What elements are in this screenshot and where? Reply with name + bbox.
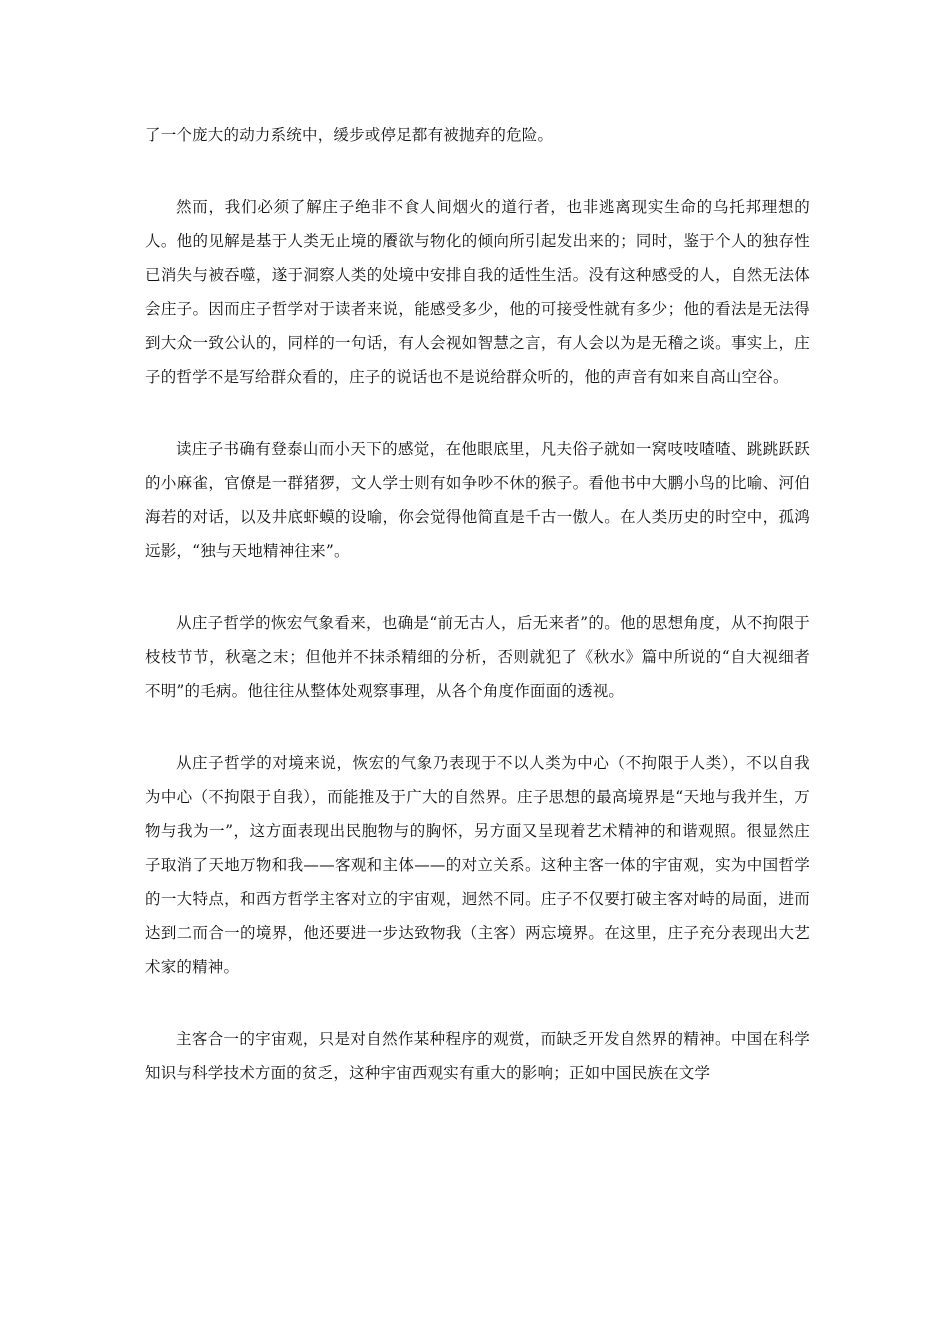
paragraph-6: 主客合一的宇宙观，只是对自然作某种程序的观赏，而缺乏开发自然界的精神。中国在科学知识与科学技术方面的贫乏，这种宇宙西观实有重大的影响；正如中国民族在文学 [145,1030,810,1082]
paragraph-2: 然而，我们必须了解庄子绝非不食人间烟火的道行者，也非逃离现实生命的乌托邦理想的人。他的见解是基于人类无止境的餍欲与物化的倾向所引起发出来的；同时，鉴于个人的独存性已消失与被吞噬，遂于洞察人类的处境中安排自我的适性生活。没有这种感受的人，自然无法体会庄子。因而庄子哲学对于读者来说，能感受多少，他的可接受性就有多少；他的看法是无法得到大众一致公认的，同样的一句话，有人会视如智慧之言，有人会以为是无稽之谈。事实上，庄子的哲学不是写给群众看的，庄子的说话也不是说给群众听的，他的声音有如来自高山空谷。 [145,198,810,386]
document-page [145,118,810,1128]
paragraph-5: 从庄子哲学的对境来说，恢宏的气象乃表现于不以人类为中心（不拘限于人类），不以自我为中心（不拘限于自我），而能推及于广大的自然界。庄子思想的最高境界是“天地与我并生，万物与我为一”，这方面表现出民胞物与的胸怀，另方面又呈现着艺术精神的和谐观照。很显然庄子取消了天地万物和我——客观和主体——的对立关系。这种主客一体的宇宙观，实为中国哲学的一大特点，和西方哲学主客对立的宇宙观，迥然不同。庄子不仅要打破主客对峙的局面，进而达到二而合一的境界，他还要进一步达致物我（主客）两忘境界。在这里，庄子充分表现出大艺术家的精神。 [145,754,810,976]
paragraph-3: 读庄子书确有登泰山而小天下的感觉，在他眼底里，凡夫俗子就如一窝吱吱喳喳、跳跳跃跃的小麻雀，官僚是一群猪猡，文人学士则有如争吵不休的猴子。看他书中大鹏小鸟的比喻、河伯海若的对话，以及井底虾蟆的设喻，你会觉得他简直是千古一傲人。在人类历史的时空中，孤鸿远影，“独与天地精神往来”。 [145,440,810,560]
paragraph-1: 了一个庞大的动力系统中，缓步或停足都有被抛弃的危险。 [145,126,554,144]
paragraph-4: 从庄子哲学的恢宏气象看来，也确是“前无古人，后无来者”的。他的思想角度，从不拘限于枝枝节节，秋毫之末；但他并不抹杀精细的分析，否则就犯了《秋水》篇中所说的“自大视细者不明”的毛病。他往往从整体处观察事理，从各个角度作面面的透视。 [145,614,810,700]
